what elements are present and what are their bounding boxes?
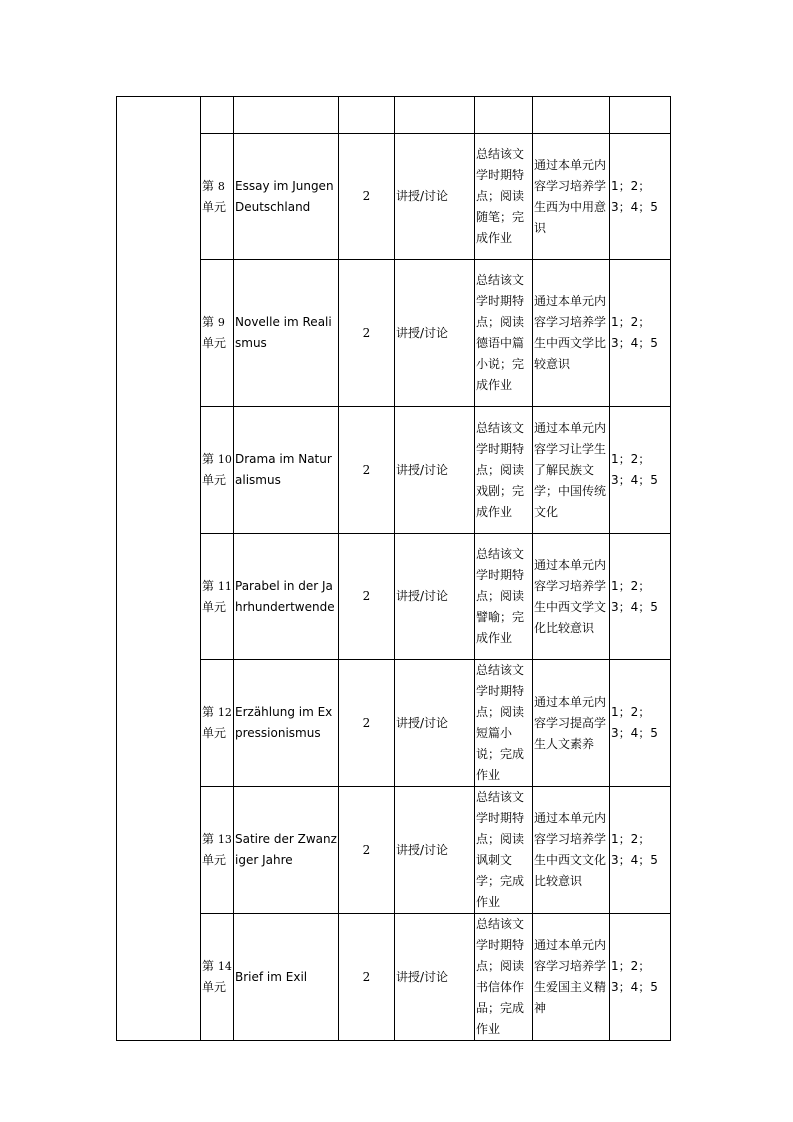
header-row bbox=[117, 97, 671, 134]
unit-goal: 通过本单元内容学习培养学生西为中用意识 bbox=[533, 134, 610, 260]
unit-content: 总结该文学时期特点；阅读讽刺文学；完成作业 bbox=[475, 787, 533, 914]
table-row bbox=[117, 534, 671, 660]
merged-left-cell bbox=[117, 97, 201, 1041]
unit-title: Erzählung im Expressionismus bbox=[234, 660, 339, 787]
unit-hours: 2 bbox=[339, 660, 395, 787]
teaching-method: 讲授/讨论 bbox=[395, 787, 475, 914]
course-targets: 1；2；3；4；5 bbox=[610, 914, 671, 1041]
unit-number: 10 bbox=[217, 453, 232, 466]
table-row bbox=[117, 914, 671, 1041]
unit-title: Novelle im Realismus bbox=[234, 260, 339, 407]
unit-cell bbox=[201, 534, 234, 660]
unit-hours: 2 bbox=[339, 914, 395, 1041]
unit-content: 总结该文学时期特点；阅读书信体作品；完成作业 bbox=[475, 914, 533, 1041]
unit-content: 总结该文学时期特点；阅读譬喻；完成作业 bbox=[475, 534, 533, 660]
unit-content: 总结该文学时期特点；阅读德语中篇小说；完成作业 bbox=[475, 260, 533, 407]
teaching-method: 讲授/讨论 bbox=[395, 260, 475, 407]
unit-goal: 通过本单元内容学习让学生了解民族文学；中国传统文化 bbox=[533, 407, 610, 534]
unit-hours: 2 bbox=[339, 260, 395, 407]
unit-goal: 通过本单元内容学习培养学生爱国主义精神 bbox=[533, 914, 610, 1041]
unit-content: 总结该文学时期特点；阅读戏剧；完成作业 bbox=[475, 407, 533, 534]
unit-hours: 2 bbox=[339, 407, 395, 534]
unit-number: 9 bbox=[217, 316, 225, 329]
unit-prefix: 第 bbox=[202, 959, 215, 973]
course-targets: 1；2；3；4；5 bbox=[610, 787, 671, 914]
unit-hours: 2 bbox=[339, 787, 395, 914]
course-schedule-table bbox=[116, 96, 671, 1041]
course-targets: 1；2；3；4；5 bbox=[610, 660, 671, 787]
table-row bbox=[117, 260, 671, 407]
unit-cell bbox=[201, 260, 234, 407]
empty-cell bbox=[475, 97, 533, 134]
unit-prefix: 第 bbox=[202, 832, 215, 846]
unit-prefix: 第 bbox=[202, 452, 215, 466]
table-row bbox=[117, 787, 671, 914]
empty-cell bbox=[533, 97, 610, 134]
unit-suffix: 单元 bbox=[202, 336, 227, 350]
teaching-method: 讲授/讨论 bbox=[395, 134, 475, 260]
unit-hours: 2 bbox=[339, 134, 395, 260]
unit-content: 总结该文学时期特点；阅读短篇小说；完成作业 bbox=[475, 660, 533, 787]
empty-cell bbox=[201, 97, 234, 134]
course-targets: 1；2；3；4；5 bbox=[610, 534, 671, 660]
course-targets: 1；2；3；4；5 bbox=[610, 260, 671, 407]
unit-number: 8 bbox=[217, 179, 225, 193]
unit-title: Brief im Exil bbox=[234, 914, 339, 1041]
unit-suffix: 单元 bbox=[202, 199, 227, 214]
unit-number: 13 bbox=[217, 833, 232, 846]
course-targets: 1；2；3；4；5 bbox=[610, 407, 671, 534]
unit-number: 12 bbox=[217, 706, 232, 719]
unit-suffix: 单元 bbox=[202, 980, 227, 994]
unit-title: Essay im Jungen Deutschland bbox=[234, 134, 339, 260]
unit-cell bbox=[201, 407, 234, 534]
teaching-method: 讲授/讨论 bbox=[395, 914, 475, 1041]
unit-hours: 2 bbox=[339, 534, 395, 660]
unit-cell bbox=[201, 787, 234, 914]
table-body bbox=[117, 97, 671, 1041]
unit-goal: 通过本单元内容学习提高学生人文素养 bbox=[533, 660, 610, 787]
unit-goal: 通过本单元内容学习培养学生中西文学比较意识 bbox=[533, 260, 610, 407]
unit-title: Drama im Naturalismus bbox=[234, 407, 339, 534]
unit-cell bbox=[201, 660, 234, 787]
table-row bbox=[117, 660, 671, 787]
unit-prefix: 第 bbox=[202, 578, 215, 593]
unit-suffix: 单元 bbox=[202, 853, 227, 867]
unit-title: Parabel in der Jahrhundertwende bbox=[234, 534, 339, 660]
empty-cell bbox=[610, 97, 671, 134]
unit-suffix: 单元 bbox=[202, 473, 227, 487]
teaching-method: 讲授/讨论 bbox=[395, 534, 475, 660]
unit-cell bbox=[201, 914, 234, 1041]
unit-cell bbox=[201, 134, 234, 260]
empty-cell bbox=[395, 97, 475, 134]
teaching-method: 讲授/讨论 bbox=[395, 407, 475, 534]
unit-goal: 通过本单元内容学习培养学生中西文学文化比较意识 bbox=[533, 534, 610, 660]
empty-cell bbox=[339, 97, 395, 134]
table-row bbox=[117, 407, 671, 534]
unit-content: 总结该文学时期特点；阅读随笔；完成作业 bbox=[475, 134, 533, 260]
empty-cell bbox=[234, 97, 339, 134]
teaching-method: 讲授/讨论 bbox=[395, 660, 475, 787]
unit-number: 14 bbox=[217, 960, 232, 973]
unit-prefix: 第 bbox=[202, 315, 215, 329]
unit-number: 11 bbox=[217, 579, 232, 593]
unit-suffix: 单元 bbox=[202, 726, 227, 740]
course-targets: 1；2；3；4；5 bbox=[610, 134, 671, 260]
table-row bbox=[117, 134, 671, 260]
unit-prefix: 第 bbox=[202, 705, 215, 719]
unit-suffix: 单元 bbox=[202, 599, 227, 614]
unit-prefix: 第 bbox=[202, 178, 215, 193]
unit-goal: 通过本单元内容学习培养学生中西文文化比较意识 bbox=[533, 787, 610, 914]
unit-title: Satire der Zwanziger Jahre bbox=[234, 787, 339, 914]
